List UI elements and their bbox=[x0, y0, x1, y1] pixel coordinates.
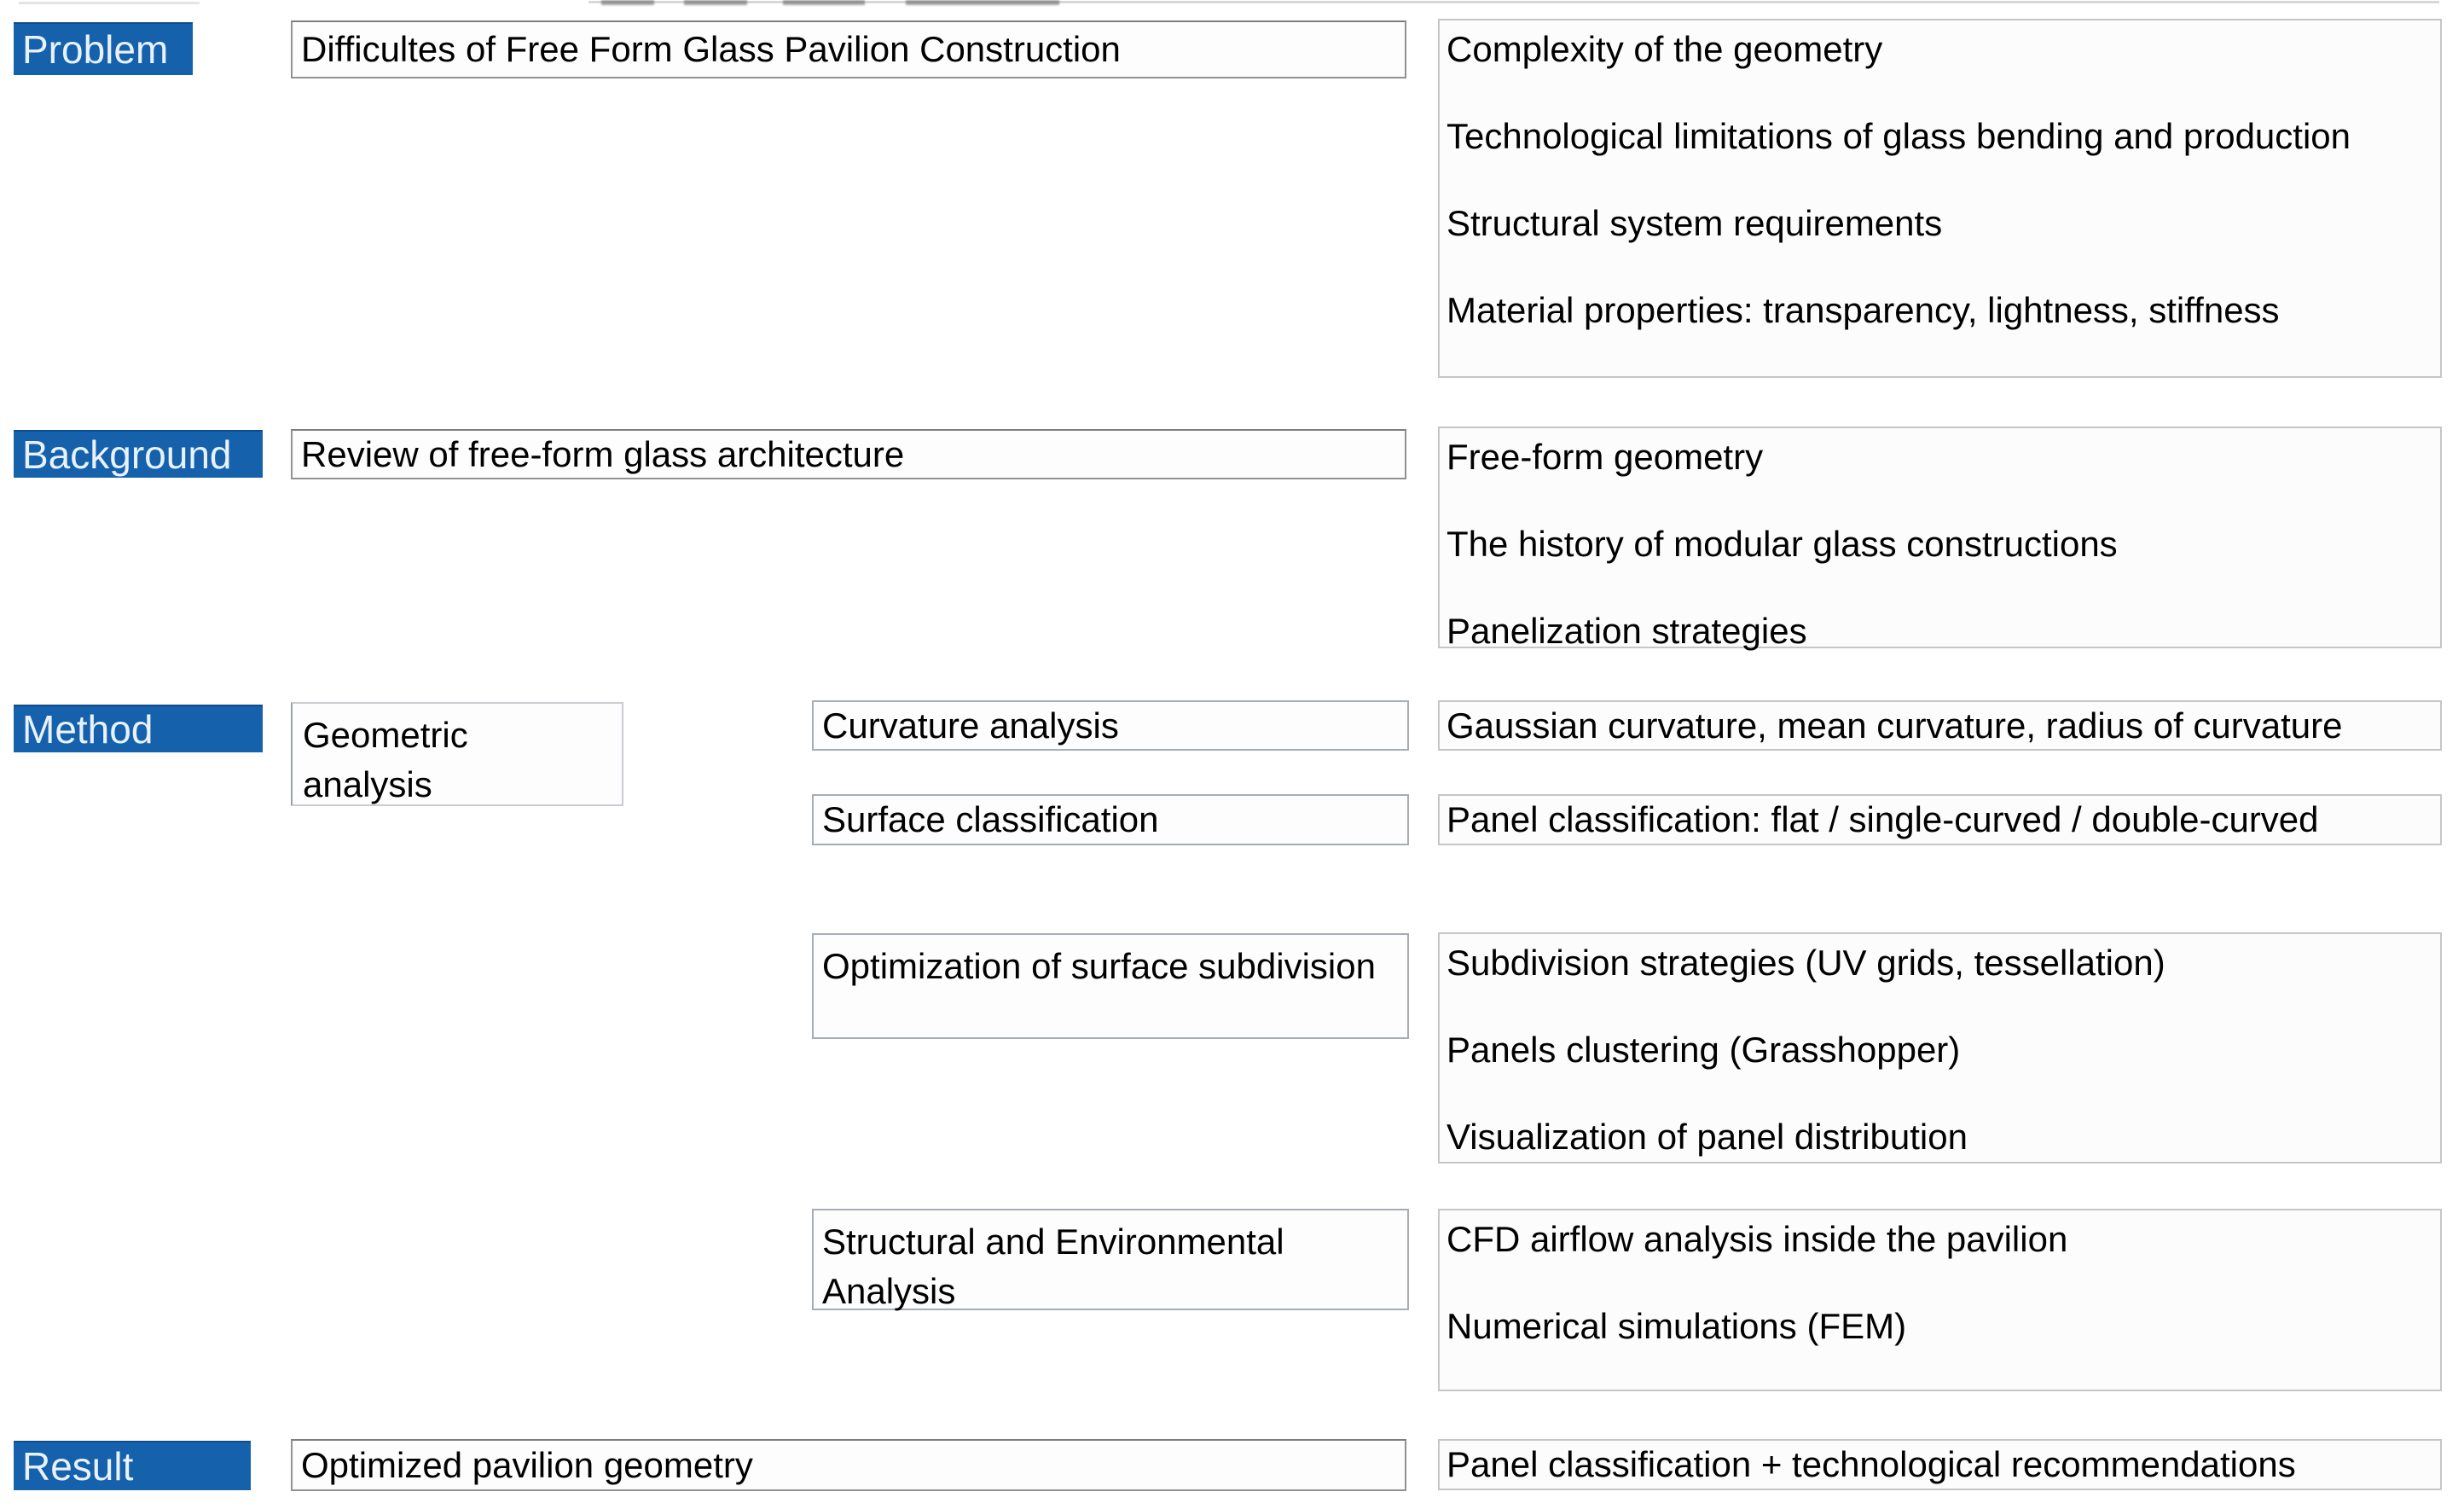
result-summary-box[interactable]: Optimized pavilion geometry bbox=[291, 1439, 1406, 1491]
method-step-surface-classification-box[interactable]: Surface classification bbox=[812, 794, 1409, 845]
result-detail-box[interactable]: Panel classification + technological recommendations bbox=[1438, 1439, 2442, 1490]
detail-item: The history of modular glass constructions bbox=[1447, 524, 2118, 564]
method-stage-label[interactable]: Method bbox=[14, 705, 263, 752]
cropped-content-fragment bbox=[19, 2, 200, 4]
detail-item: CFD airflow analysis inside the pavilion bbox=[1447, 1219, 2068, 1259]
detail-item: Free-form geometry bbox=[1447, 437, 1764, 477]
cropped-text-fragment bbox=[684, 0, 747, 5]
optimization-details-box[interactable] bbox=[1438, 932, 2442, 1164]
method-step-optimization-box[interactable]: Optimization of surface subdivision bbox=[812, 933, 1409, 1039]
method-step-curvature-box[interactable]: Curvature analysis bbox=[812, 700, 1409, 751]
detail-item: Material properties: transparency, lightness, stiffness bbox=[1447, 290, 2280, 330]
method-step-structural-box[interactable]: Structural and Environmental Analysis bbox=[812, 1209, 1409, 1310]
background-details-box[interactable] bbox=[1438, 427, 2442, 651]
cropped-text-fragment bbox=[601, 0, 654, 5]
problem-summary-box[interactable]: Difficultes of Free Form Glass Pavilion Construction bbox=[291, 20, 1406, 78]
cropped-text-fragment bbox=[783, 0, 865, 5]
detail-item: Panels clustering (Grasshopper) bbox=[1447, 1030, 1961, 1070]
background-summary-box[interactable]: Review of free-form glass architecture bbox=[291, 429, 1406, 479]
detail-item: Technological limitations of glass bending and production bbox=[1447, 116, 2351, 156]
method-summary-box[interactable]: Geometric analysis bbox=[291, 702, 623, 806]
detail-item: Structural system requirements bbox=[1447, 203, 1943, 243]
detail-item: Numerical simulations (FEM) bbox=[1447, 1306, 1907, 1346]
result-stage-label[interactable]: Result bbox=[14, 1441, 251, 1490]
cropped-text-fragment bbox=[906, 0, 1059, 5]
background-stage-label[interactable]: Background bbox=[14, 430, 263, 478]
cropped-content-fragment bbox=[588, 1, 2439, 3]
detail-item: Visualization of panel distribution bbox=[1447, 1117, 1968, 1157]
surface-classification-detail-box[interactable]: Panel classification: flat / single-curved / double-curved bbox=[1438, 794, 2442, 845]
problem-stage-label[interactable]: Problem bbox=[14, 22, 193, 75]
curvature-detail-box[interactable]: Gaussian curvature, mean curvature, radius of curvature bbox=[1438, 700, 2442, 751]
detail-item: Complexity of the geometry bbox=[1447, 29, 1883, 69]
structural-details-box[interactable] bbox=[1438, 1209, 2442, 1391]
detail-item: Subdivision strategies (UV grids, tessellation) bbox=[1447, 943, 2165, 983]
problem-details-box[interactable] bbox=[1438, 19, 2442, 378]
detail-item: Panelization strategies bbox=[1447, 611, 1807, 651]
